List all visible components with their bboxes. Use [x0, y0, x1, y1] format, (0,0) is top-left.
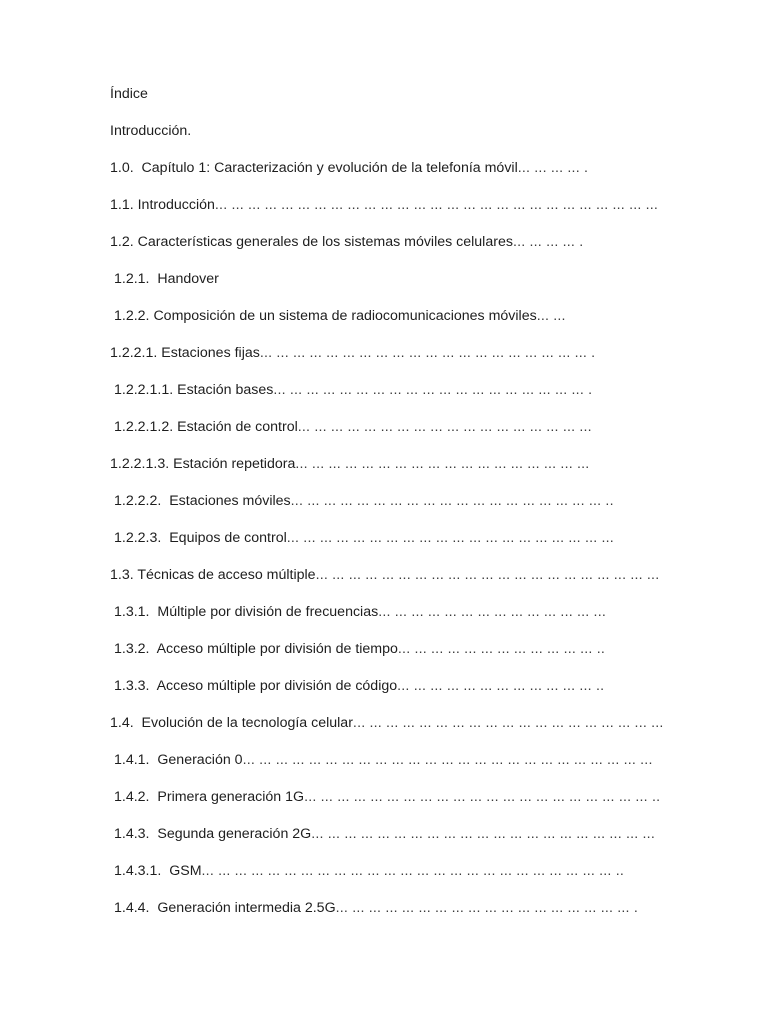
toc-entry-text: 1.4.3.1. GSM: [114, 863, 202, 879]
toc-leader: ... ... ... ... ... ... ... ... ... ... ... ... ... ...: [378, 604, 606, 620]
toc-entry-text: 1.2.2.1. Estaciones fijas: [110, 345, 260, 361]
toc-entry-text: 1.3. Técnicas de acceso múltiple: [110, 567, 316, 583]
toc-leader: ... ... ... ... ... ... ... ... ... ... ... ... ... ... ... ... ... ... ...: [352, 715, 664, 731]
toc-entry: [110, 491, 670, 528]
toc-title: Índice: [110, 86, 148, 102]
toc-entry: [110, 861, 670, 898]
toc-entry: [110, 454, 670, 491]
toc-entry: [110, 269, 670, 306]
toc-entry-text: 1.4. Evolución de la tecnología celular: [110, 715, 353, 731]
toc-entry: [110, 713, 670, 750]
toc-entry: [110, 898, 670, 935]
toc-entry: [110, 787, 670, 824]
toc-entry-text: 1.4.1. Generación 0: [114, 752, 243, 768]
toc-leader: ... ... ... ... .: [517, 160, 589, 176]
toc-entry-text: 1.4.2. Primera generación 1G: [114, 789, 305, 805]
toc-entry-text: 1.2.2. Composición de un sistema de radiocomunicaciones móviles: [114, 308, 537, 324]
toc-entry: [110, 343, 670, 380]
toc-leader: ... ... ... ... ... ... ... ... ... ... ... ... ... ... ... ... ... ... ... ... ... ... ... ... ... ..: [201, 863, 624, 879]
toc-entry: [110, 417, 670, 454]
toc-entry: [110, 306, 670, 343]
toc-entry-text: 1.2.2.1.3. Estación repetidora: [110, 456, 296, 472]
toc-leader: ... ... ... ... ... ... ... ... ... ... ... ... ... ... ... ... ... ... ... ...: [286, 530, 614, 546]
toc-entry-text: 1.2. Características generales de los sistemas móviles celulares: [110, 234, 513, 250]
toc-entry: [110, 528, 670, 565]
toc-entry-text: 1.3.2. Acceso múltiple por división de tiempo: [114, 641, 398, 657]
toc-entry-text: 1.2.1. Handover: [114, 271, 219, 287]
toc-entry: [110, 158, 670, 195]
table-of-contents: [110, 84, 670, 935]
toc-leader: ... ... ... ... ... ... ... ... ... ... ... ... ... ... ... ... ... ... ... .: [273, 382, 593, 398]
toc-entry-text: 1.2.2.2. Estaciones móviles: [114, 493, 291, 509]
toc-leader: ... ... ... ... ... ... ... ... ... ... ... ... ... ... ... ... ... ... ... ..: [290, 493, 614, 509]
toc-leader: ... ... ... ... ... ... ... ... ... ... ... ... ... ... ... ... ... ... ... ... ...: [315, 567, 660, 583]
toc-entry: [110, 121, 670, 158]
toc-leader: ... ... ... ... ... ... ... ... ... ... ... ... ... ... ... ... ... ...: [297, 419, 592, 435]
toc-entry: [110, 232, 670, 269]
toc-leader: ... ... ... ... ... ... ... ... ... ... ... ... ... ... ... ... ... ... ... ... ... ... ... ... ...: [242, 752, 653, 768]
toc-entry-text: 1.4.3. Segunda generación 2G: [114, 826, 312, 842]
toc-entry: [110, 639, 670, 676]
toc-entry: [110, 565, 670, 602]
toc-entry-text: 1.2.2.1.2. Estación de control: [114, 419, 298, 435]
toc-entry-text: 1.1. Introducción: [110, 197, 215, 213]
toc-entry-text: 1.0. Capítulo 1: Caracterización y evolución de la telefonía móvil: [110, 160, 518, 176]
toc-leader: ... ...: [536, 308, 566, 324]
toc-leader: ... ... ... ... ... ... ... ... ... ... ... ... ... ... ... ... ... ... ... ... ...: [311, 826, 655, 842]
toc-leader: ... ... ... ... .: [512, 234, 584, 250]
toc-entry-text: Introducción.: [110, 123, 192, 139]
toc-leader: ... ... ... ... ... ... ... ... ... ... ... ... ... ... ... ... ... ... ... ... .: [259, 345, 596, 361]
toc-entry-text: 1.2.2.1.1. Estación bases: [114, 382, 274, 398]
toc-leader: ... ... ... ... ... ... ... ... ... ... ... ... ... ... ... ... ... ... ... ... ... ..: [304, 789, 661, 805]
toc-entry-text: 1.3.1. Múltiple por división de frecuencias: [114, 604, 379, 620]
toc-leader: ... ... ... ... ... ... ... ... ... ... ... ... ... ... ... ... ... ...: [295, 456, 590, 472]
toc-entry: [110, 676, 670, 713]
toc-leader: ... ... ... ... ... ... ... ... ... ... ... ... ... ... ... ... ... ... .: [335, 900, 638, 916]
toc-entry: [110, 824, 670, 861]
toc-leader: ... ... ... ... ... ... ... ... ... ... ... ... ... ... ... ... ... ... ... ... ... ... ... ... ... ... ...: [214, 197, 659, 213]
toc-entry-text: 1.4.4. Generación intermedia 2.5G: [114, 900, 336, 916]
toc-entry: [110, 380, 670, 417]
toc-entry: [110, 750, 670, 787]
toc-entry: [110, 602, 670, 639]
toc-leader: ... ... ... ... ... ... ... ... ... ... ... ... ..: [397, 678, 605, 694]
toc-entry-text: 1.2.2.3. Equipos de control: [114, 530, 287, 546]
toc-leader: ... ... ... ... ... ... ... ... ... ... ... ... ..: [397, 641, 605, 657]
toc-entry-text: 1.3.3. Acceso múltiple por división de código: [114, 678, 398, 694]
toc-entry: [110, 195, 670, 232]
